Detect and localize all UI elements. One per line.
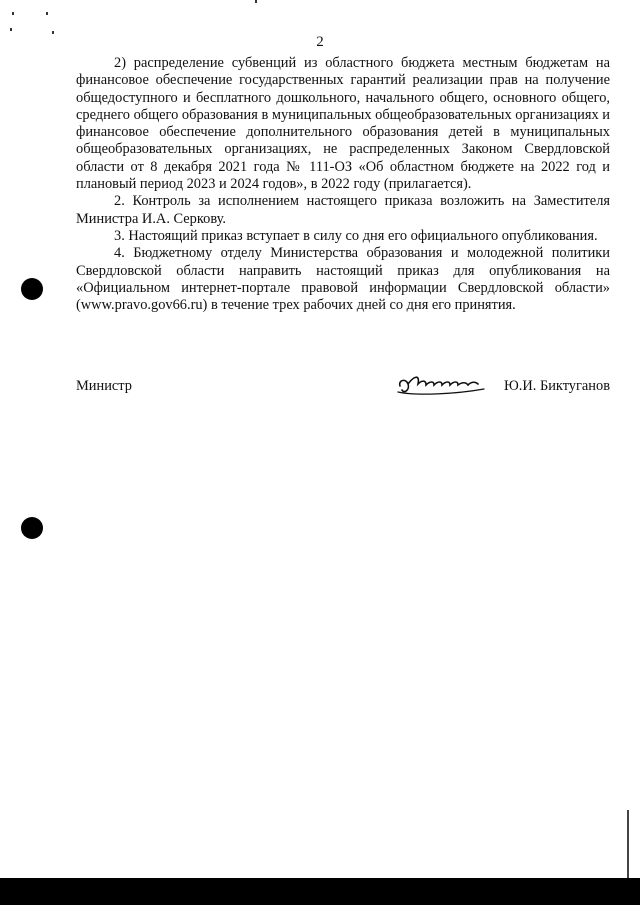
paragraph-control: 2. Контроль за исполнением настоящего приказа возложить на Заместителя Министра И.А. Серкову. xyxy=(76,193,610,227)
document-body xyxy=(76,55,610,314)
signatory-position: Министр xyxy=(76,378,132,394)
signatory-name: Ю.И. Биктуганов xyxy=(503,378,610,394)
scan-speck xyxy=(12,12,14,15)
page-number: 2 xyxy=(316,34,324,50)
punch-hole xyxy=(21,517,43,539)
scan-bottom-border xyxy=(0,878,640,905)
punch-hole xyxy=(21,278,43,300)
paragraph-subvention-distribution: 2) распределение субвенций из областного бюджета местным бюджетам на финансовое обеспечение государственных гарантий реализации прав на получение общедоступного и бесплатного дошкольного, начального общего, основного общего, среднего общего образования в муниципальных общеобразовательных организациях и финансовое обеспечение дополнительного образования детей в муниципальных общеобразовательных организациях, не распределенных Законом Свердловской области от 8 декабря 2021 года № 111-ОЗ «Об областном бюджете на 2022 год и плановый период 2023 и 2024 годов», в 2022 году (прилагается). xyxy=(76,55,610,193)
scan-speck xyxy=(255,0,257,3)
scan-edge-line xyxy=(627,810,629,878)
scan-speck xyxy=(46,12,48,15)
signature-block xyxy=(76,376,610,402)
paragraph-publication: 4. Бюджетному отделу Министерства образования и молодежной политики Свердловской области направить настоящий приказ для опубликования на «Официальном интернет-портале правовой информации Свердловской области» (www.pravo.gov66.ru) в течение трех рабочих дней со дня его принятия. xyxy=(76,245,610,314)
handwritten-signature xyxy=(396,372,488,398)
scan-speck xyxy=(10,28,12,31)
paragraph-effective-date: 3. Настоящий приказ вступает в силу со дня его официального опубликования. xyxy=(114,227,598,244)
